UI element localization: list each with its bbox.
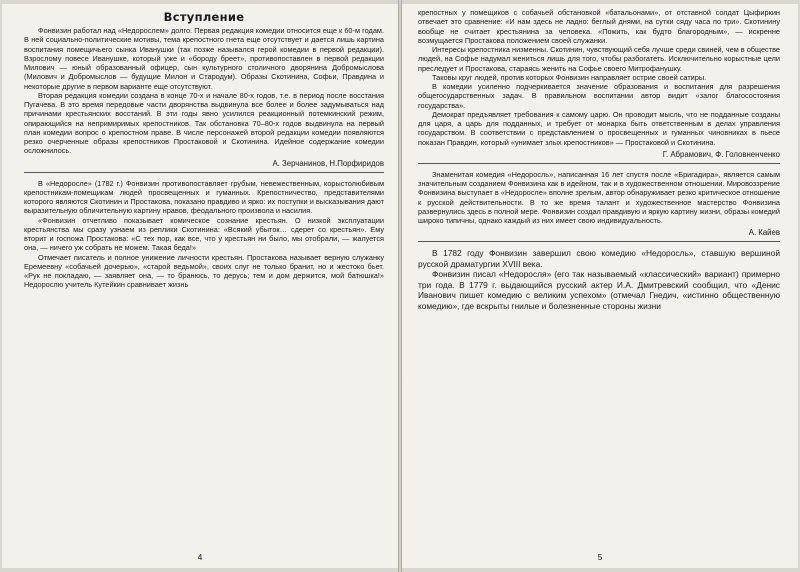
body-paragraph: Демократ предъявляет требования к самому царю. Он проводит мысль, что не подданные созданы для царя, а царь для подданных, и требует от монарха быть ответственным в делах управления государством. В соответствии с представлением о просвещенных и гуманных чиновниках в пьесе показан Правдин, который «унимает злых крепостников» — Простаковой и Скотинина. [418,109,780,147]
page-number: 4 [197,552,203,562]
page-title: Вступление [163,10,245,24]
author-signature: А. Зерчанинов, Н.Порфиридов [272,158,384,168]
section-divider [418,163,780,164]
body-paragraph: крепостных у помещиков с собачьей обстановкой «батальонами», от отставной солдат Цыфиркин отвечает это сравнение: «И нам здесь не ладно: беглый днями, на сутки сяду часа по три». Скотинину вообще не считает крестьянина за человека. «Пожить, как будто благородным», — искренне возмущается Простакова положением своей служанки. [418,8,780,45]
body-paragraph: В комедии усиленно подчеркивается значение образования и воспитания для разрешения общегосударственных задач. В правильном воспитании автор видит «залог благосостояния государства». [418,82,780,110]
body-paragraph: Отмечает писатель и полное унижение личности крестьян. Простакова называет верную служанку Еремеевну «собачьей дочерью», «старой ведьмой», своих слуг не только бранит, но и жестоко бьет. «Рук не покладаю, — заявляет она, — то бранюсь, то дерусь; тем и дом держится, мой батюшка!» Недорослю учитель Кутейкин сравнивает жизнь [24,252,384,290]
author-signature: Г. Абрамович, Ф. Головненченко [662,149,780,159]
intro-paragraph: Вторая редакция комедии создана в конце 70-х и начале 80-х годов, т.е. в период после восстания Пугачева. В это время передовые части дворянства выдвинула все более и более задумываться над причинами крестьянских восстаний. В эти годы явно усилился реакционный потемкинский режим, опирающийся на непримиримых крепостников. Так обстановка 70–80-х годов выдвинула на первый план комедии вопрос о крепостном праве. В числе персонажей второй редакции комедии появляются резко очерченные образы крепостников Простаковой и Скотинина. Идейное содержание комедии осложнилось. [24,90,384,156]
body-paragraph: В 1782 году Фонвизин завершил свою комедию «Недоросль», ставшую вершиной русской драматургии XVIII века. [418,248,780,269]
section-divider [24,172,384,173]
body-paragraph: Фонвизин писал «Недоросля» (его так называемый «классический» вариант) примерно три года. В 1779 г. выдающийся русский актер И.А. Дмитревский сообщил, что «Денис Иванович пишет комедию с великим успехом» (отмечал Гнедич, «истинно общественную комедию», где вскрыты гнилые и болезненные стороны жизни [418,269,780,311]
page-number: 5 [597,552,603,562]
body-paragraph: Таковы круг людей, против которых Фонвизин направляет острие своей сатиры. [432,72,707,82]
body-paragraph: Интересы крепостника низменны. Скотинин, чувствующий себя лучше среди свиней, чем в обществе людей, на Софье надумал жениться лишь для того, чтобы разбогатеть. Исключительно корыстные цели преследует и Простакова, стараясь женить на Софье своего Митрофанушку. [418,45,780,73]
section-divider [418,241,780,242]
body-paragraph: В «Недоросле» (1782 г.) Фонвизин противопоставляет грубым, невежественным, корыстолюбивым крепостникам-помещикам людей просвещенных и гуманных. Крепостничество, представителями которого являются Скотинин и Простакова, показано правдиво и ярко: их поступки и высказывания дают выразительную обличительную картину нравов, феодального произвола и насилия. [24,178,384,216]
intro-paragraph: Фонвизин работал над «Недорослем» долго. Первая редакция комедии относится еще к 60-м годам. В ней социально-политические мотивы, тема крепостного гнета еще отсутствует и дается лишь картина воспитания помещичьего сынка Иванушки (так позже назывался герой комедии в первой редакции). Взрослому повесе Иванушке, который уже и «бороду бреет», противопоставлен в первой редакции Милович — юный образованный офицер, сын культурного столичного дворянина Добромыслова (Милович и Добромыслов — будущие Милон и Стародум). Образы Скотинина, Софьи, Правдина и некоторые другие в первом варианте еще отсутствуют. [24,26,384,91]
author-signature: А. Кайев [748,228,780,238]
left-page [2,4,398,568]
body-paragraph: Знаменитая комедия «Недоросль», написанная 16 лет спустя после «Бригадира», является самым значительным созданием Фонвизина как в идейном, так и в художественном отношении. Мировоззрение Фонвизина выступает в «Недоросле» вполне зрелым, автор обнаруживает резко критическое отношение к русской действительности. В то же время талант и художественное мастерство Фонвизина развернулись здесь в полной мере. Фонвизин создал правдивую и яркую картину жизни, образы комедий широко типичны, однако каждый из них имеет свою индивидуальность. [418,169,780,225]
right-page [402,4,798,568]
body-paragraph: «Фонвизин отчетливо показывает комическое сознание крестьян. О низкой эксплуатации крестьянства мы сразу узнаем из реплики Скотинина: «Всякий убыток… сдерет со крестьян». Ему вторит и госпожа Простакова: «С тех пор, как все, что у крестьян ни было, мы отобрали, — жалуется она, — ничего уж собрать не можем. Такая беда!» [24,215,384,253]
